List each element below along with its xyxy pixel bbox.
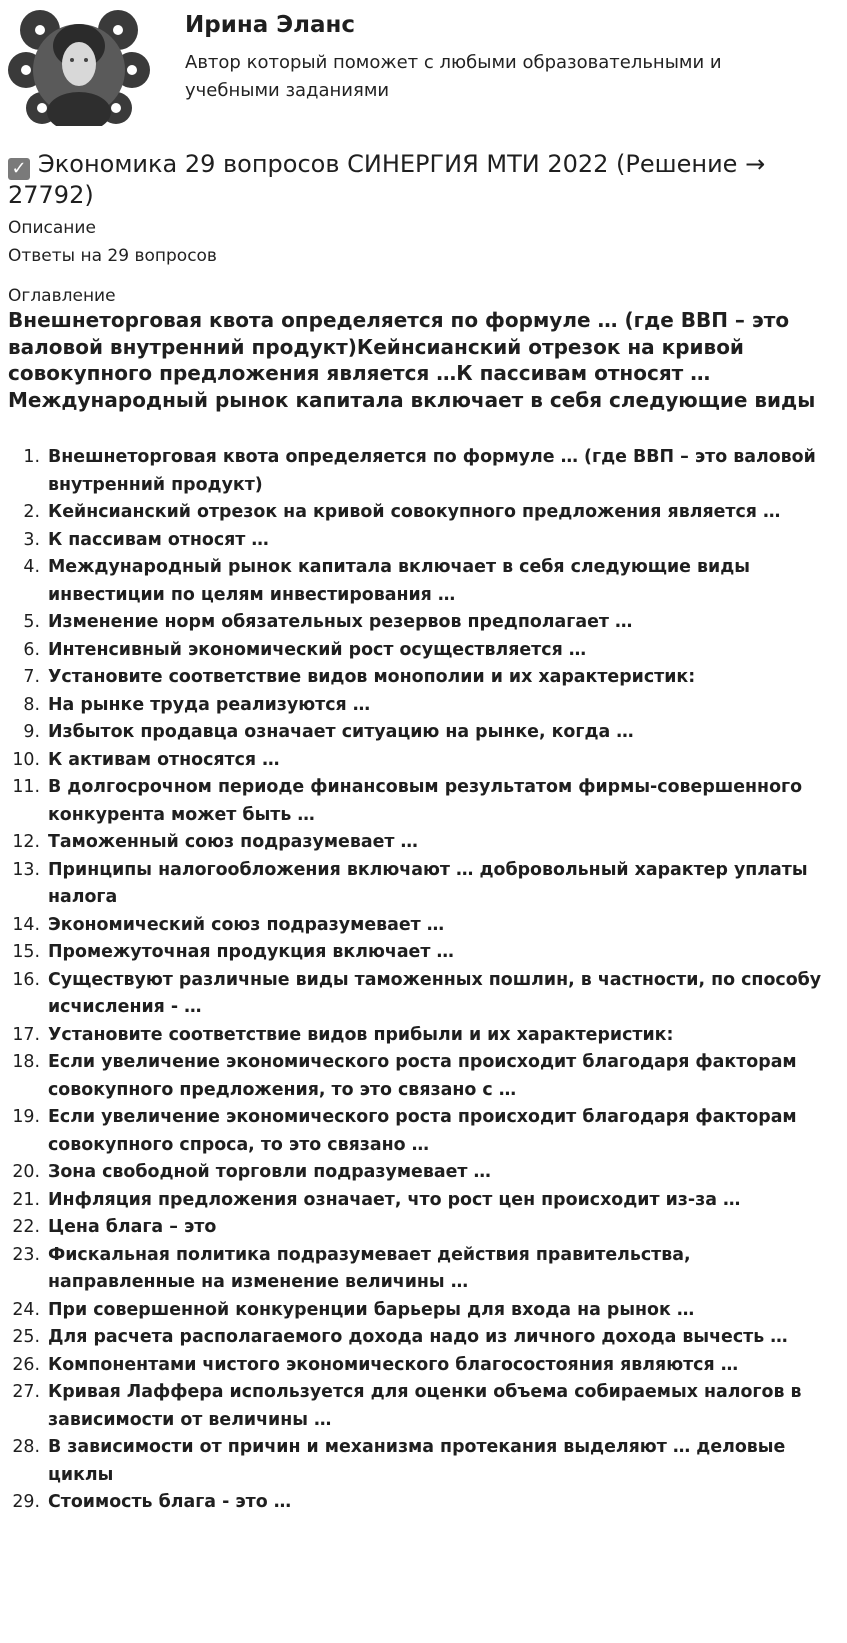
toc-item-text: Таможенный союз подразумевает … bbox=[48, 832, 418, 852]
toc-item-text: Зона свободной торговли подразумевает … bbox=[48, 1162, 491, 1182]
toc-item-number: 14. bbox=[12, 914, 40, 935]
toc-item-number: 11. bbox=[12, 777, 40, 797]
toc-item-text: В зависимости от причин и механизма протекания выделяют … деловые циклы bbox=[48, 1437, 786, 1485]
toc-item-number: 23. bbox=[12, 1244, 40, 1265]
toc-item-number: 29. bbox=[12, 1492, 40, 1512]
toc-item-text: Существуют различные виды таможенных пошлин, в частности, по способу исчисления - … bbox=[48, 969, 822, 1017]
toc-item-text: В долгосрочном периоде финансовым результатом фирмы-совершенного конкурента может быть … bbox=[48, 777, 803, 825]
toc-item-number: 25. bbox=[12, 1327, 40, 1347]
toc-item bbox=[0, 1379, 847, 1434]
author-description: Автор который поможет с любыми образовательными и учебными заданиями bbox=[185, 52, 722, 101]
toc-item bbox=[0, 1022, 847, 1050]
author-avatar[interactable] bbox=[8, 8, 150, 126]
toc-item-text: Избыток продавца означает ситуацию на рынке, когда … bbox=[48, 722, 634, 742]
toc-item-number: 17. bbox=[12, 1024, 40, 1045]
toc-item-text: Промежуточная продукция включает … bbox=[48, 942, 454, 962]
toc-item bbox=[0, 609, 847, 637]
toc-item bbox=[0, 774, 847, 829]
toc-item-number: 5. bbox=[23, 612, 40, 632]
toc-item-text: Установите соответствие видов монополии и их характеристик: bbox=[48, 667, 696, 687]
toc-item-number: 9. bbox=[23, 722, 40, 742]
toc-item-number: 2. bbox=[23, 502, 40, 522]
page-title bbox=[8, 149, 828, 210]
toc-item bbox=[0, 829, 847, 857]
toc-item-text: К пассивам относят … bbox=[48, 529, 269, 550]
toc-label: Оглавление bbox=[8, 286, 116, 306]
toc-item-text: Экономический союз подразумевает … bbox=[48, 914, 445, 935]
toc-item-text: Стоимость блага - это … bbox=[48, 1492, 292, 1512]
toc-item-number: 4. bbox=[23, 557, 40, 577]
toc-item-text: Изменение норм обязательных резервов предполагает … bbox=[48, 612, 633, 632]
toc-item-text: Установите соответствие видов прибыли и их характеристик: bbox=[48, 1024, 674, 1045]
toc-item bbox=[0, 499, 847, 527]
toc-item-text: Фискальная политика подразумевает действия правительства, направленные на изменение величины … bbox=[48, 1244, 691, 1292]
toc-item bbox=[0, 1214, 847, 1242]
description-text: Ответы на 29 вопросов bbox=[8, 246, 217, 266]
toc-item-number: 7. bbox=[23, 667, 40, 687]
toc-item bbox=[0, 939, 847, 967]
toc-item-text: Международный рынок капитала включает в себя следующие виды инвестиции по целям инвестирования … bbox=[48, 557, 750, 605]
toc-heading: Внешнеторговая квота определяется по формуле … (где ВВП – это валовой внутренний продукт)Кейнсианский отрезок на кривой совокупного предложения является …К пассивам относят …Международный рынок капитала включает в себя следующие виды bbox=[8, 308, 816, 412]
toc-item bbox=[0, 1187, 847, 1215]
toc-item-text: Компонентами чистого экономического благосостояния являются … bbox=[48, 1354, 739, 1375]
toc-item-number: 19. bbox=[12, 1107, 40, 1127]
toc-item-number: 15. bbox=[12, 942, 40, 962]
toc-item-text: Принципы налогообложения включают … добровольный характер уплаты налога bbox=[48, 859, 808, 907]
toc-item-text: Если увеличение экономического роста происходит благодаря факторам совокупного предложения, то это связано с … bbox=[48, 1052, 797, 1100]
toc-item-number: 12. bbox=[12, 832, 40, 852]
toc-item bbox=[0, 1242, 847, 1297]
toc-item bbox=[0, 554, 847, 609]
toc-item-number: 13. bbox=[12, 859, 40, 880]
toc-list bbox=[0, 444, 847, 1517]
toc-item-text: Кривая Лаффера используется для оценки объема собираемых налогов в зависимости от величины … bbox=[48, 1382, 802, 1430]
toc-item-text: Интенсивный экономический рост осуществляется … bbox=[48, 639, 587, 660]
toc-item bbox=[0, 857, 847, 912]
author-name[interactable]: Ирина Эланс bbox=[185, 12, 356, 38]
toc-item-number: 28. bbox=[12, 1437, 40, 1457]
toc-item-number: 10. bbox=[12, 749, 40, 770]
toc-item-text: Кейнсианский отрезок на кривой совокупного предложения является … bbox=[48, 502, 781, 522]
toc-item bbox=[0, 692, 847, 720]
toc-item-text: На рынке труда реализуются … bbox=[48, 694, 371, 715]
toc-item-number: 26. bbox=[12, 1354, 40, 1375]
toc-item bbox=[0, 527, 847, 555]
toc-item bbox=[0, 1049, 847, 1104]
toc-item-number: 21. bbox=[12, 1189, 40, 1210]
toc-item bbox=[0, 1159, 847, 1187]
toc-item-text: При совершенной конкуренции барьеры для входа на рынок … bbox=[48, 1299, 695, 1320]
toc-item bbox=[0, 444, 847, 499]
toc-item-number: 3. bbox=[23, 529, 40, 550]
toc-item-number: 24. bbox=[12, 1299, 40, 1320]
toc-item-number: 8. bbox=[23, 694, 40, 715]
toc-item-number: 20. bbox=[12, 1162, 40, 1182]
toc-item-text: Инфляция предложения означает, что рост цен происходит из-за … bbox=[48, 1189, 741, 1210]
toc-item bbox=[0, 637, 847, 665]
toc-item-number: 27. bbox=[12, 1382, 40, 1402]
toc-item-text: Для расчета располагаемого дохода надо из личного дохода вычесть … bbox=[48, 1327, 788, 1347]
toc-item bbox=[0, 1324, 847, 1352]
toc-item-number: 22. bbox=[12, 1217, 40, 1237]
toc-item bbox=[0, 1104, 847, 1159]
toc-item-text: К активам относятся … bbox=[48, 749, 280, 770]
toc-item bbox=[0, 1434, 847, 1489]
toc-item bbox=[0, 912, 847, 940]
toc-item-number: 6. bbox=[23, 639, 40, 660]
check-mark-icon: ✓ bbox=[8, 158, 30, 180]
toc-item bbox=[0, 747, 847, 775]
toc-item-text: Если увеличение экономического роста происходит благодаря факторам совокупного спроса, то это связано … bbox=[48, 1107, 797, 1155]
toc-item-number: 16. bbox=[12, 969, 40, 990]
toc-item bbox=[0, 1489, 847, 1517]
toc-item-text: Внешнеторговая квота определяется по формуле … (где ВВП – это валовой внутренний продукт) bbox=[48, 447, 816, 495]
toc-item bbox=[0, 664, 847, 692]
toc-item bbox=[0, 1297, 847, 1325]
toc-item-text: Цена блага – это bbox=[48, 1217, 217, 1237]
description-label: Описание bbox=[8, 218, 96, 238]
author-card bbox=[0, 0, 847, 140]
page-title-text: Экономика 29 вопросов СИНЕРГИЯ МТИ 2022 (Решение → 27792) bbox=[8, 150, 766, 209]
toc-item-number: 18. bbox=[12, 1052, 40, 1072]
toc-item-number: 1. bbox=[23, 447, 40, 467]
toc-item bbox=[0, 1352, 847, 1380]
toc-item bbox=[0, 719, 847, 747]
toc-item bbox=[0, 967, 847, 1022]
